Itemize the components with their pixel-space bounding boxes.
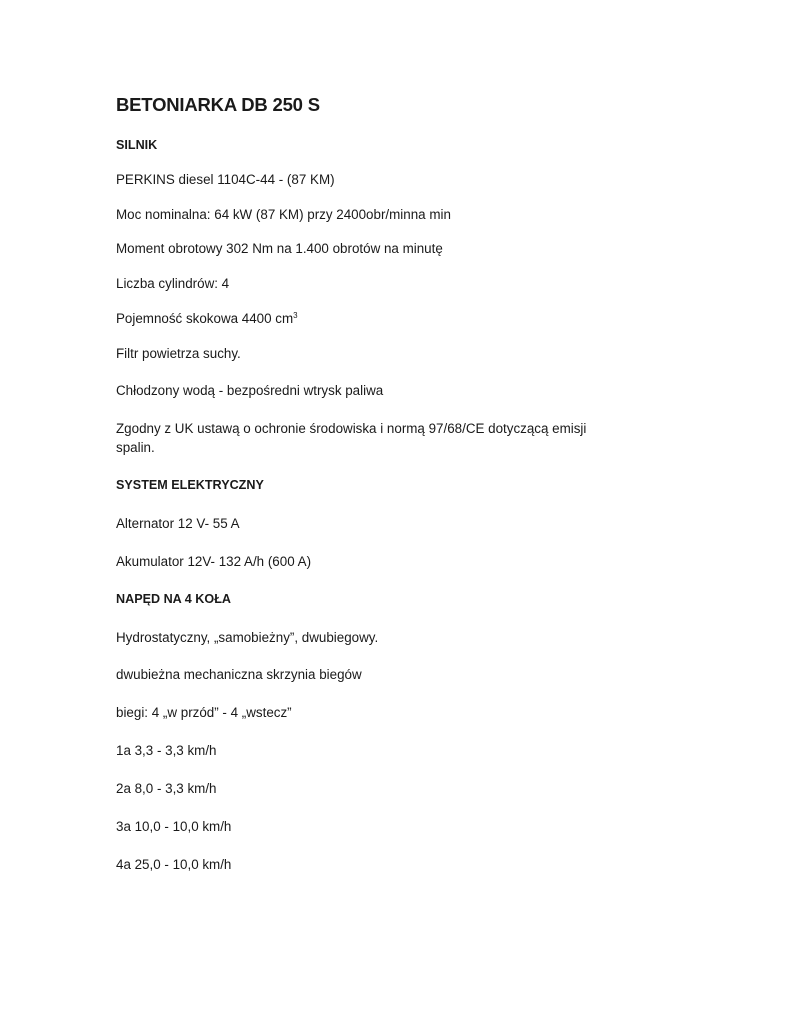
drive-line-gear-4: 4a 25,0 - 10,0 km/h xyxy=(116,857,232,872)
engine-line-compliance: Zgodny z UK ustawą o ochronie środowiska i normą 97/68/CE dotyczącą emisji spalin. xyxy=(116,421,587,455)
engine-line-air-filter: Filtr powietrza suchy. xyxy=(116,346,241,361)
electrical-line-alternator: Alternator 12 V- 55 A xyxy=(116,516,240,531)
engine-line-cylinders: Liczba cylindrów: 4 xyxy=(116,276,230,291)
drive-line-gear-1: 1a 3,3 - 3,3 km/h xyxy=(116,743,217,758)
engine-line-model: PERKINS diesel 1104C-44 - (87 KM) xyxy=(116,172,335,187)
engine-line-displacement xyxy=(116,309,298,328)
drive-line-gearbox: dwubieżna mechaniczna skrzynia biegów xyxy=(116,667,362,682)
engine-displacement-superscript: 3 xyxy=(293,311,298,320)
document-title: BETONIARKA DB 250 S xyxy=(116,94,320,115)
section-heading-engine: SILNIK xyxy=(116,138,158,152)
drive-line-gear-3: 3a 10,0 - 10,0 km/h xyxy=(116,819,232,834)
drive-line-type: Hydrostatyczny, „samobieżny”, dwubiegowy. xyxy=(116,630,379,645)
electrical-line-battery: Akumulator 12V- 132 A/h (600 A) xyxy=(116,554,312,569)
engine-line-cooling: Chłodzony wodą - bezpośredni wtrysk paliwa xyxy=(116,383,384,398)
section-heading-electrical: SYSTEM ELEKTRYCZNY xyxy=(116,478,264,492)
engine-line-power: Moc nominalna: 64 kW (87 KM) przy 2400obr/minna min xyxy=(116,207,451,222)
drive-line-gears: biegi: 4 „w przód” - 4 „wstecz” xyxy=(116,705,292,720)
engine-line-torque: Moment obrotowy 302 Nm na 1.400 obrotów na minutę xyxy=(116,241,443,256)
section-heading-drive: NAPĘD NA 4 KOŁA xyxy=(116,592,231,606)
engine-displacement-text: Pojemność skokowa 4400 cm xyxy=(116,311,294,326)
drive-line-gear-2: 2a 8,0 - 3,3 km/h xyxy=(116,781,217,796)
